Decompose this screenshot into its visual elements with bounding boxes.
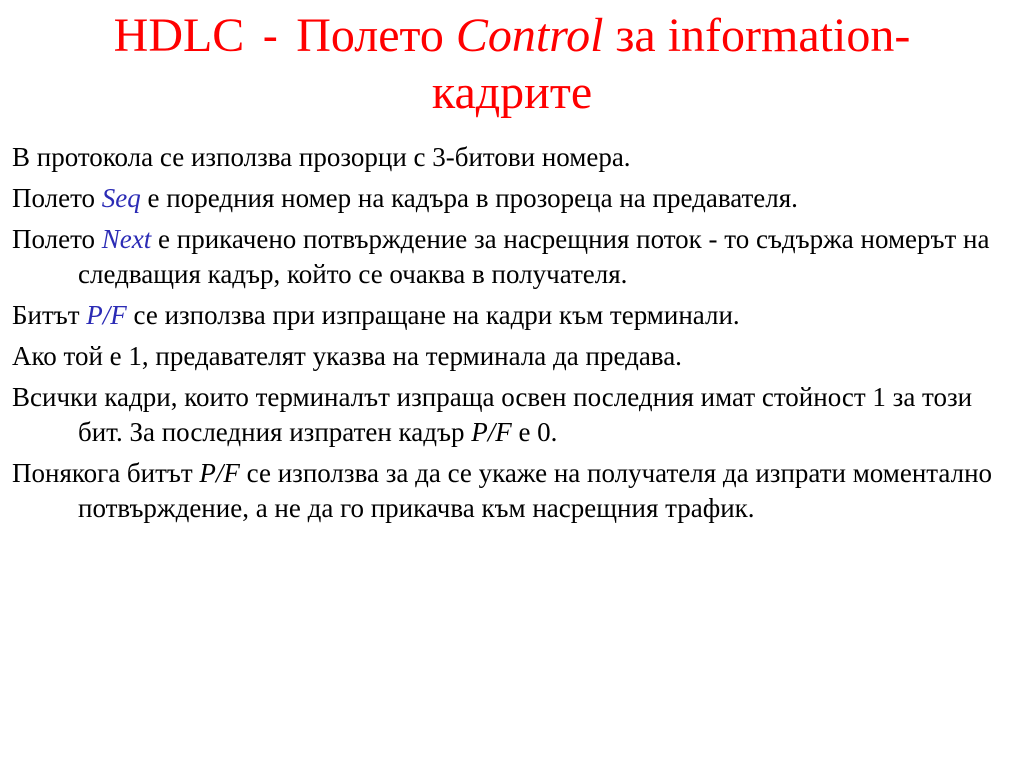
bullet-window-size [12,140,1012,175]
keyword-next: Next [101,224,152,254]
bullet-text-post: се използва за да се укаже на получателя да изпрати моментално потвърждение, а не да го прикачва към насрещния трафик. [78,458,993,523]
bullet-text-post: е 0. [518,417,558,447]
bullet-text-pre: Всички кадри, които терминалът изпраща освен последния имат стойност 1 за този бит. За последния изпратен кадър [12,382,973,447]
bullet-text-pre: Полето [12,224,96,254]
bullet-text: Ако той е 1, предавателят указва на терминала да предава. [12,341,682,371]
title-control-word: Control [455,9,604,62]
bullet-text-pre: Полето [12,183,96,213]
keyword-pf-italic: P/F [199,458,240,488]
bullet-list [12,140,1012,532]
title-for-information: за information- [615,9,911,62]
bullet-text: В протокола се използва прозорци с 3-битови номера. [12,142,631,172]
bullet-all-frames [12,380,1012,450]
keyword-pf: P/F [86,300,127,330]
bullet-text-post: е прикачено потвърждение за насрещния поток - то съдържа номерът на следващия кадър, който се очаква в получателя. [78,224,990,289]
bullet-seq-field [12,181,1012,216]
bullet-text-pre: Битът [12,300,80,330]
bullet-pf-immediate-ack [12,456,1012,526]
keyword-seq: Seq [101,183,141,213]
title-field-word: Полето [296,9,444,62]
bullet-text-post: се използва при изпращане на кадри към терминали. [133,300,740,330]
bullet-text-pre: Понякога битът [12,458,193,488]
bullet-pf-one [12,339,1012,374]
slide-title [0,8,1024,121]
keyword-pf-italic: P/F [471,417,512,447]
title-frames-word: кадрите [431,66,593,119]
bullet-pf-bit [12,298,1012,333]
title-hdlc: HDLC [113,9,245,62]
bullet-next-field [12,222,1012,292]
title-dash: - [262,11,279,62]
bullet-text-post: е поредния номер на кадъра в прозореца на предавателя. [147,183,798,213]
